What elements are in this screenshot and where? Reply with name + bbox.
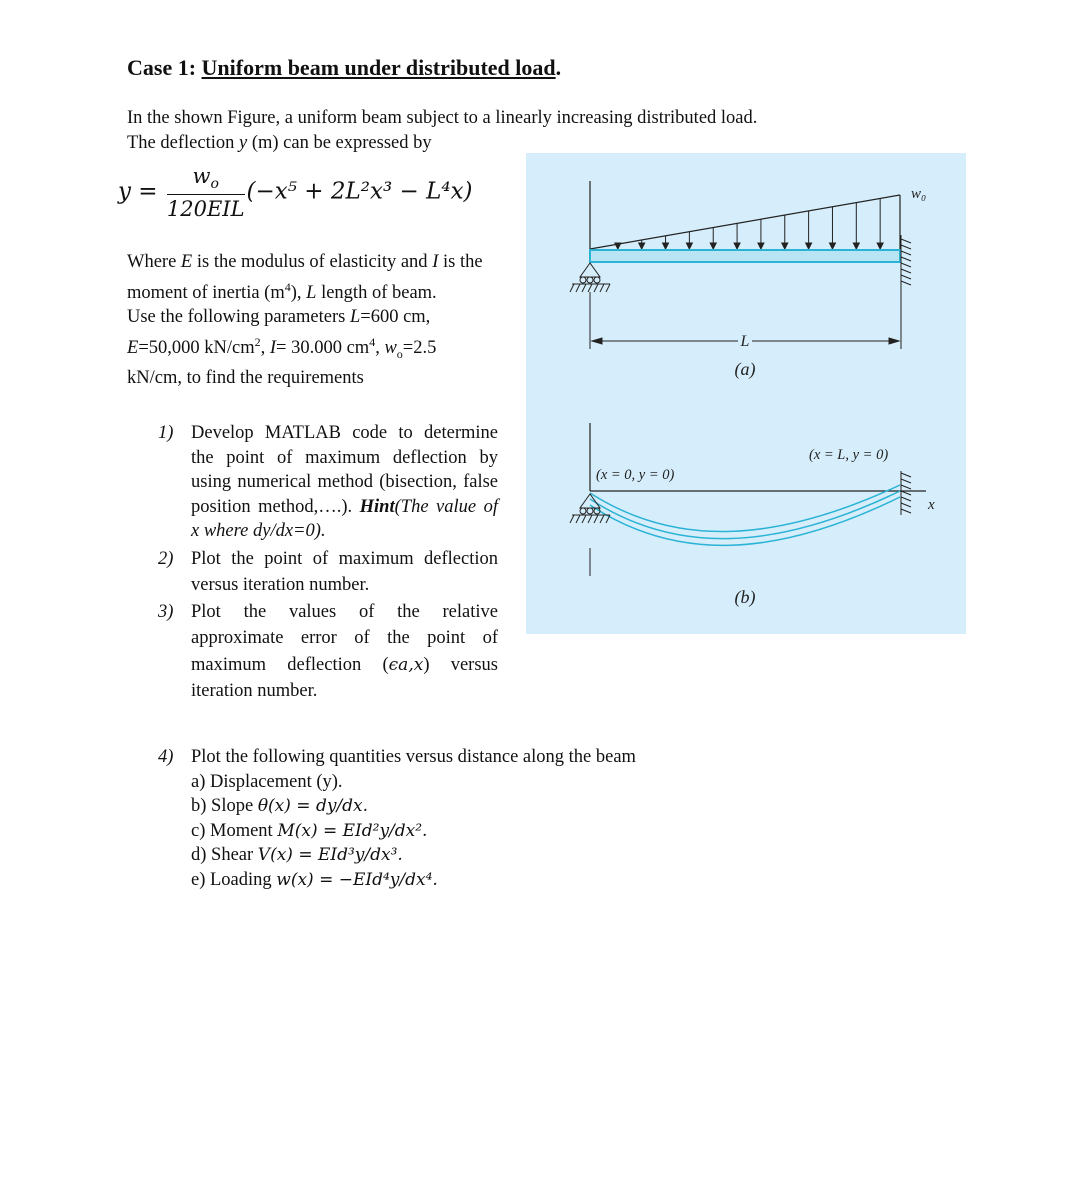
param-I: I <box>269 337 277 358</box>
where-text: is the modulus of elasticity and <box>192 252 433 272</box>
load-arrow-head <box>853 243 859 249</box>
sub-label: e) Loading <box>191 869 277 890</box>
item-text: ) versus iteration number. <box>191 654 498 701</box>
title-suffix: . <box>555 55 562 80</box>
numerator-sub: o <box>210 176 219 193</box>
load-arrow-head <box>710 243 716 249</box>
item-text: Develop MATLAB code to determine the point of maximum deflection by using numerical method (bisection, false position method,….). <box>191 423 498 517</box>
where-parameters <box>127 305 492 390</box>
equation-denominator: 120EIL <box>166 197 245 222</box>
intro-text: The deflection <box>127 132 239 153</box>
list-item-1 <box>158 421 498 544</box>
sup: 4 <box>284 279 291 294</box>
load-arrow-head <box>806 243 812 249</box>
sub-item-d <box>158 843 758 868</box>
item-text: Plot the values of the relative approximate error of the point of maximum deflection ( <box>191 601 498 675</box>
load-arrow-head <box>615 243 621 249</box>
list-item-2 <box>158 546 498 598</box>
var-L: L <box>306 282 317 303</box>
intro-line-1: In the shown Figure, a uniform beam subject to a linearly increasing distributed load. <box>127 108 758 128</box>
sub-math: w(x) = −EId⁴y/dx⁴. <box>276 869 438 890</box>
title-underlined: Uniform beam under distributed load <box>201 55 556 80</box>
item-4-heading <box>158 745 758 770</box>
intro-text-2: (m) can be expressed by <box>247 132 432 153</box>
equation-rhs: (−x⁵ + 2L²x³ − L⁴x) <box>246 178 473 205</box>
pin-support-a <box>570 263 610 349</box>
intro-line-2 <box>127 131 887 156</box>
where-paragraph <box>127 250 492 391</box>
param-text: , <box>260 337 270 358</box>
sub-item-e <box>158 868 758 893</box>
sub-label: c) Moment <box>191 820 278 841</box>
hint-text: (The value of x where dy/dx=0). <box>191 496 498 541</box>
beam-diagram <box>526 153 966 634</box>
numerator-w: w <box>192 164 211 188</box>
where-text: is the moment of inertia (m <box>127 252 483 303</box>
x-axis-label: x <box>928 497 935 513</box>
param-E: E <box>127 337 139 358</box>
intro-paragraph <box>127 106 887 155</box>
var-E: E <box>180 252 193 272</box>
param-text: =50,000 kN/cm <box>138 337 255 358</box>
fixed-wall-a <box>901 235 911 349</box>
item-number: 4) <box>158 747 174 767</box>
sub-item-b <box>158 794 758 819</box>
equation-fraction <box>167 164 245 221</box>
where-text: ), <box>290 282 307 303</box>
deflection-equation <box>118 164 473 221</box>
sub-math: V(x) = EId³y/dx³. <box>257 845 403 865</box>
equation-lhs: y = <box>118 178 158 205</box>
page-title <box>127 55 561 81</box>
sup: 2 <box>254 334 261 349</box>
param-text: =600 cm, <box>360 307 431 328</box>
deflected-beam <box>590 485 900 545</box>
caption-b: (b) <box>734 587 756 607</box>
list-item-4 <box>158 745 758 892</box>
equation-numerator <box>167 164 245 195</box>
load-line <box>590 195 900 249</box>
load-arrow-head <box>686 243 692 249</box>
load-arrows <box>615 198 883 249</box>
param-text: , <box>375 337 385 358</box>
load-arrow-head <box>758 243 764 249</box>
right-boundary-label: (x = L, y = 0) <box>809 447 889 463</box>
sub-item-a <box>158 770 758 795</box>
caption-a: (a) <box>734 359 756 379</box>
item-number: 1) <box>158 423 174 443</box>
length-label: L <box>740 333 750 350</box>
load-arrow-head <box>782 243 788 249</box>
beam-figure <box>526 153 966 634</box>
param-text: Use the following parameters <box>127 307 350 328</box>
load-arrow-head <box>734 243 740 249</box>
load-arrow-head <box>877 243 883 249</box>
load-arrow-head <box>663 243 669 249</box>
item-text: Plot the point of maximum deflection versus iteration number. <box>191 548 498 595</box>
sub-label: a) Displacement (y). <box>191 771 343 792</box>
sub-label: b) Slope <box>191 796 258 816</box>
sup: 4 <box>369 334 376 349</box>
beam-a <box>590 250 900 262</box>
load-arrow-head <box>639 243 645 249</box>
epsilon-symbol: ϵa,x <box>388 654 424 675</box>
left-boundary-label: (x = 0, y = 0) <box>596 467 675 483</box>
param-w: w <box>384 337 397 358</box>
where-text: Where <box>127 252 181 272</box>
intro-var: y <box>238 132 248 153</box>
requirements-list <box>158 421 498 705</box>
item-number: 2) <box>158 548 174 569</box>
sub-item-c <box>158 819 758 844</box>
sub-label: d) Shear <box>191 845 258 865</box>
param-text: =2.5 kN/cm, to find the requirements <box>127 337 437 388</box>
sub-math: M(x) = EId²y/dx². <box>277 820 428 841</box>
list-item-3 <box>158 599 498 705</box>
pin-support-b <box>570 494 610 576</box>
where-definitions <box>127 250 492 305</box>
where-text: length of beam. <box>316 282 437 303</box>
title-prefix: Case 1: <box>127 55 202 80</box>
param-L: L <box>349 307 361 328</box>
wo-label: w₀ <box>911 186 927 202</box>
item-number: 3) <box>158 601 174 622</box>
hint-label: Hint <box>359 496 395 517</box>
fixed-wall-b <box>901 471 911 515</box>
sub: o <box>396 346 403 361</box>
var-I: I <box>432 252 439 272</box>
sub-math: θ(x) = dy/dx. <box>257 796 369 816</box>
param-text: = 30.000 cm <box>276 337 370 358</box>
item-text: Plot the following quantities versus distance along the beam <box>191 747 636 767</box>
load-arrow-head <box>829 243 835 249</box>
